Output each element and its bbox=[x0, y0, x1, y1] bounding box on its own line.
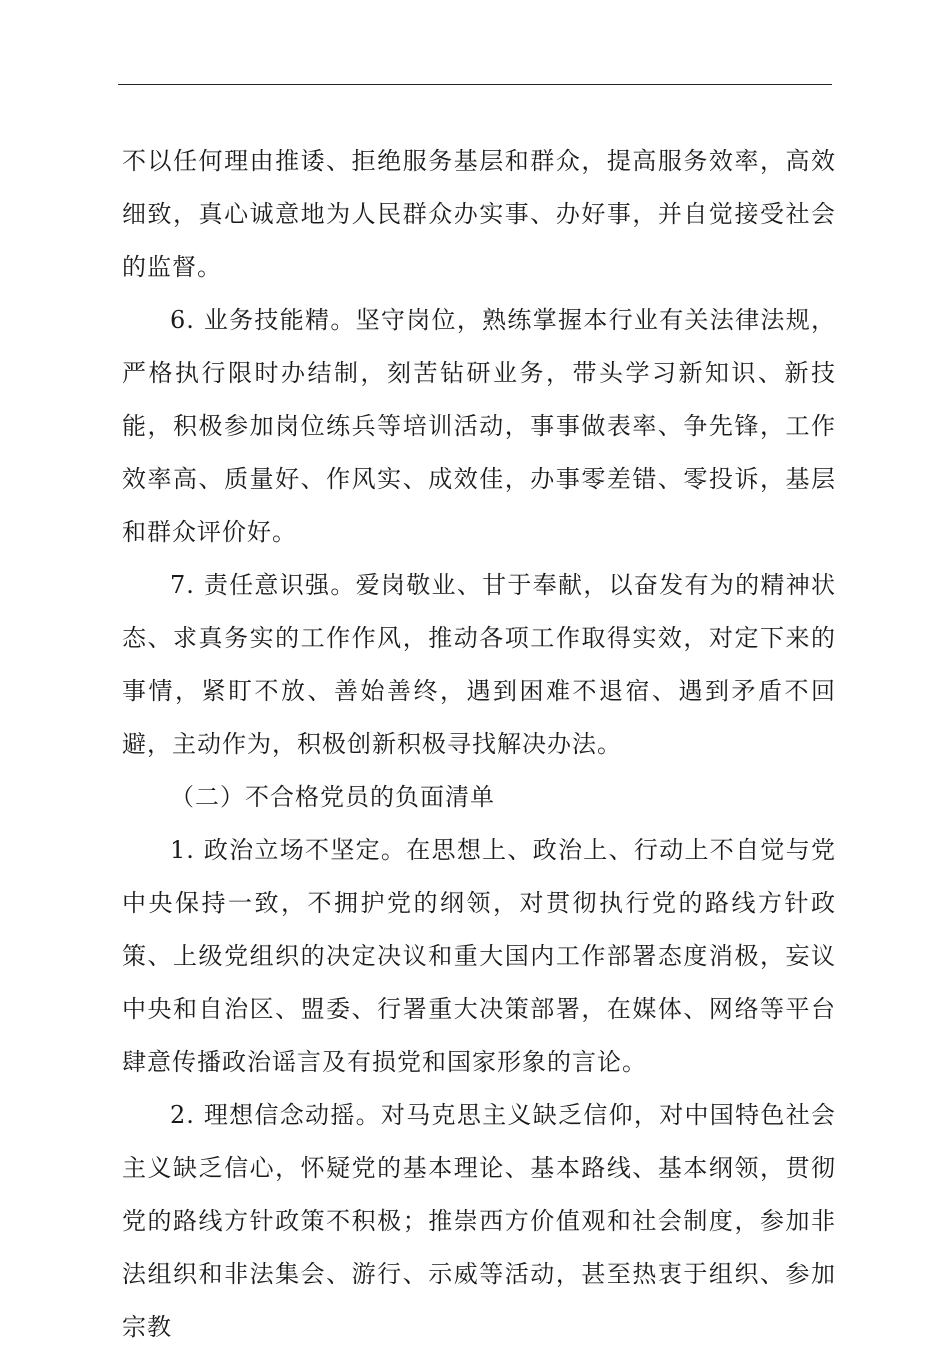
paragraph-item-7 bbox=[122, 559, 836, 771]
paragraph-text: 爱岗敬业、甘于奉献，以奋发有为的精神状态、求真务实的工作作风，推动各项工作取得实效，对定下来的事情，紧盯不放、善始善终，遇到困难不退宿、遇到矛盾不回避，主动作为，积极创新积极寻找解决办法。 bbox=[122, 571, 837, 758]
section-heading-text: （二）不合格党员的负面清单 bbox=[170, 783, 495, 811]
item-lead: 1. 政治立场不坚定。 bbox=[170, 836, 407, 864]
paragraph-item-6 bbox=[122, 294, 836, 559]
paragraph-negative-1 bbox=[122, 824, 836, 1089]
paragraph-text: 不以任何理由推诿、拒绝服务基层和群众，提高服务效率，高效细致，真心诚意地为人民群众办实事、办好事，并自觉接受社会的监督。 bbox=[122, 147, 836, 281]
paragraph-text: 对马克思主义缺乏信仰，对中国特色社会主义缺乏信心，怀疑党的基本理论、基本路线、基本纲领，贯彻党的路线方针政策不积极；推崇西方价值观和社会制度，参加非法组织和非法集会、游行、示威等活动，甚至热衷于组织、参加宗教 bbox=[122, 1101, 836, 1341]
section-heading bbox=[122, 771, 836, 824]
header-rule bbox=[118, 84, 832, 85]
item-lead: 2. 理想信念动摇。 bbox=[170, 1101, 381, 1129]
paragraph-text: 坚守岗位，熟练掌握本行业有关法律法规，严格执行限时办结制，刻苦钻研业务，带头学习新知识、新技能，积极参加岗位练兵等培训活动，事事做表率、争先锋，工作效率高、质量好、作风实、成效佳，办事零差错、零投诉，基层和群众评价好。 bbox=[122, 306, 837, 546]
paragraph-text: 在思想上、政治上、行动上不自觉与党中央保持一致，不拥护党的纲领，对贯彻执行党的路线方针政策、上级党组织的决定决议和重大国内工作部署态度消极，妄议中央和自治区、盟委、行署重大决策部署，在媒体、网络等平台肆意传播政治谣言及有损党和国家形象的言论。 bbox=[122, 836, 836, 1076]
paragraph-negative-2 bbox=[122, 1089, 836, 1354]
item-lead: 6. 业务技能精。 bbox=[170, 306, 356, 334]
item-lead: 7. 责任意识强。 bbox=[170, 571, 356, 599]
document-body bbox=[122, 135, 836, 1354]
paragraph-continuation bbox=[122, 135, 836, 294]
